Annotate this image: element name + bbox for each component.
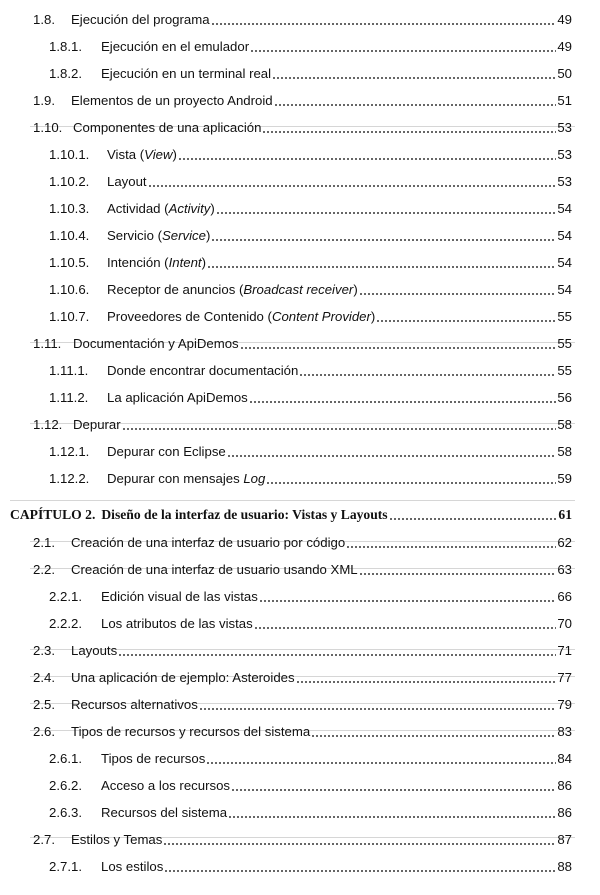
entry-title: Una aplicación de ejemplo: Asteroides bbox=[71, 670, 295, 685]
dot-leader bbox=[164, 870, 556, 872]
dot-leader bbox=[259, 600, 556, 602]
page-number: 55 bbox=[557, 309, 572, 324]
entry-number: 2.7.1. bbox=[49, 859, 82, 874]
toc-entry[interactable] bbox=[49, 853, 572, 875]
entry-number: CAPÍTULO 2. bbox=[10, 507, 96, 522]
toc-entry[interactable] bbox=[33, 664, 572, 686]
toc-entry[interactable] bbox=[33, 826, 572, 848]
page-number: 70 bbox=[557, 616, 572, 631]
entry-title: Ejecución del programa bbox=[71, 12, 210, 27]
toc-entry[interactable] bbox=[49, 772, 572, 794]
entry-number: 1.10.7. bbox=[49, 309, 90, 324]
dot-leader bbox=[254, 627, 557, 629]
page-number: 53 bbox=[557, 120, 572, 135]
entry-title: Componentes de una aplicación bbox=[73, 120, 262, 135]
toc-entry[interactable] bbox=[33, 411, 572, 433]
entry-title: Depurar con Eclipse bbox=[107, 444, 226, 459]
dot-leader bbox=[266, 482, 556, 484]
entry-title: La aplicación ApiDemos bbox=[107, 390, 248, 405]
dot-leader bbox=[227, 455, 557, 457]
page-number: 88 bbox=[557, 859, 572, 874]
entry-number: 1.10.5. bbox=[49, 255, 90, 270]
dot-leader bbox=[250, 50, 556, 52]
toc-entry[interactable] bbox=[49, 168, 572, 190]
toc-entry[interactable] bbox=[33, 718, 572, 740]
dot-leader bbox=[262, 131, 556, 133]
entry-title: Ejecución en el emulador bbox=[101, 39, 250, 54]
toc-entry[interactable] bbox=[49, 799, 572, 821]
page-number: 86 bbox=[557, 778, 572, 793]
toc-entry[interactable] bbox=[49, 222, 572, 244]
entry-number: 1.12.1. bbox=[49, 444, 90, 459]
toc-chapter-entry[interactable] bbox=[10, 501, 572, 523]
toc-entry[interactable] bbox=[49, 60, 572, 82]
page-number: 62 bbox=[557, 535, 572, 550]
toc-entry[interactable] bbox=[33, 114, 572, 136]
page-number: 59 bbox=[557, 471, 572, 486]
page-number: 66 bbox=[557, 589, 572, 604]
dot-leader bbox=[228, 816, 556, 818]
dot-leader bbox=[299, 374, 556, 376]
page-number: 71 bbox=[557, 643, 572, 658]
entry-title: Intención (Intent) bbox=[107, 255, 206, 270]
page-number: 54 bbox=[557, 282, 572, 297]
toc-entry[interactable] bbox=[49, 357, 572, 379]
entry-title: Creación de una interfaz de usuario por código bbox=[71, 535, 346, 550]
dot-leader bbox=[389, 518, 558, 520]
page-number: 54 bbox=[557, 255, 572, 270]
toc-entry[interactable] bbox=[33, 691, 572, 713]
toc-entry[interactable] bbox=[49, 195, 572, 217]
toc-entry[interactable] bbox=[33, 6, 572, 28]
page-number: 53 bbox=[557, 147, 572, 162]
entry-number: 1.8.1. bbox=[49, 39, 82, 54]
dot-leader bbox=[272, 77, 556, 79]
page-number: 58 bbox=[557, 444, 572, 459]
entry-number: 2.4. bbox=[33, 670, 55, 685]
toc-entry[interactable] bbox=[49, 610, 572, 632]
page-number: 84 bbox=[557, 751, 572, 766]
entry-number: 1.8.2. bbox=[49, 66, 82, 81]
entry-title: Actividad (Activity) bbox=[107, 201, 215, 216]
dot-leader bbox=[199, 708, 557, 710]
entry-number: 1.11. bbox=[33, 336, 62, 351]
entry-title: Estilos y Temas bbox=[71, 832, 163, 847]
entry-title: Creación de una interfaz de usuario usando XML bbox=[71, 562, 358, 577]
entry-number: 2.2.1. bbox=[49, 589, 82, 604]
dot-leader bbox=[206, 762, 556, 764]
dot-leader bbox=[231, 789, 556, 791]
page-number: 51 bbox=[557, 93, 572, 108]
entry-title: Recursos alternativos bbox=[71, 697, 198, 712]
toc-entry[interactable] bbox=[49, 249, 572, 271]
page-number: 54 bbox=[557, 201, 572, 216]
page-number: 77 bbox=[557, 670, 572, 685]
entry-number: 2.2.2. bbox=[49, 616, 82, 631]
entry-number: 1.10.6. bbox=[49, 282, 90, 297]
entry-number: 1.10. bbox=[33, 120, 63, 135]
entry-title: Depurar con mensajes Log bbox=[107, 471, 266, 486]
page-number: 54 bbox=[557, 228, 572, 243]
dot-leader bbox=[274, 104, 557, 106]
page-number: 61 bbox=[558, 507, 572, 522]
entry-title: Depurar bbox=[73, 417, 121, 432]
entry-title: Diseño de la interfaz de usuario: Vistas y Layouts bbox=[101, 507, 388, 522]
entry-title: Tipos de recursos bbox=[101, 751, 206, 766]
page-number: 63 bbox=[557, 562, 572, 577]
dot-leader bbox=[211, 239, 556, 241]
entry-number: 2.6.3. bbox=[49, 805, 82, 820]
entry-number: 2.5. bbox=[33, 697, 55, 712]
entry-title: Proveedores de Contenido (Content Provider) bbox=[107, 309, 376, 324]
page-number: 79 bbox=[557, 697, 572, 712]
page-number: 49 bbox=[557, 12, 572, 27]
toc-entry[interactable] bbox=[33, 637, 572, 659]
entry-number: 1.12. bbox=[33, 417, 63, 432]
entry-title: Acceso a los recursos bbox=[101, 778, 230, 793]
page-number: 87 bbox=[557, 832, 572, 847]
entry-title: Donde encontrar documentación bbox=[107, 363, 299, 378]
entry-title: Edición visual de las vistas bbox=[101, 589, 258, 604]
entry-number: 1.12.2. bbox=[49, 471, 90, 486]
dot-leader bbox=[178, 158, 556, 160]
dot-leader bbox=[216, 212, 557, 214]
entry-number: 1.10.2. bbox=[49, 174, 90, 189]
toc-entry[interactable] bbox=[49, 384, 572, 406]
dot-leader bbox=[148, 185, 557, 187]
dot-leader bbox=[240, 347, 557, 349]
dot-leader bbox=[207, 266, 556, 268]
toc-entry[interactable] bbox=[33, 529, 572, 551]
entry-title: Tipos de recursos y recursos del sistema bbox=[71, 724, 311, 739]
page-number: 83 bbox=[557, 724, 572, 739]
entry-number: 2.3. bbox=[33, 643, 55, 658]
dot-leader bbox=[359, 293, 557, 295]
entry-number: 2.6.1. bbox=[49, 751, 82, 766]
toc-entry[interactable] bbox=[33, 330, 572, 352]
page-number: 55 bbox=[557, 336, 572, 351]
page-number: 55 bbox=[557, 363, 572, 378]
entry-number: 1.10.3. bbox=[49, 201, 90, 216]
dot-leader bbox=[311, 735, 556, 737]
entry-title: Receptor de anuncios (Broadcast receiver) bbox=[107, 282, 358, 297]
toc-entry[interactable] bbox=[49, 303, 572, 325]
dot-leader bbox=[211, 23, 557, 25]
entry-number: 2.6. bbox=[33, 724, 55, 739]
entry-title: Servicio (Service) bbox=[107, 228, 211, 243]
entry-title: Layouts bbox=[71, 643, 118, 658]
entry-title: Layout bbox=[107, 174, 147, 189]
toc-entry[interactable] bbox=[49, 438, 572, 460]
toc-entry[interactable] bbox=[49, 583, 572, 605]
page-number: 49 bbox=[557, 39, 572, 54]
entry-title: Los atributos de las vistas bbox=[101, 616, 253, 631]
entry-title: Elementos de un proyecto Android bbox=[71, 93, 273, 108]
toc-entry[interactable] bbox=[33, 556, 572, 578]
entry-number: 1.11.1. bbox=[49, 363, 89, 378]
entry-number: 1.10.1. bbox=[49, 147, 90, 162]
entry-number: 2.7. bbox=[33, 832, 55, 847]
entry-number: 2.1. bbox=[33, 535, 55, 550]
toc-entry[interactable] bbox=[49, 33, 572, 55]
dot-leader bbox=[346, 546, 556, 548]
toc-entry[interactable] bbox=[49, 745, 572, 767]
page-number: 56 bbox=[557, 390, 572, 405]
dot-leader bbox=[118, 654, 556, 656]
dot-leader bbox=[249, 401, 557, 403]
entry-number: 1.11.2. bbox=[49, 390, 89, 405]
entry-number: 1.10.4. bbox=[49, 228, 90, 243]
entry-number: 2.6.2. bbox=[49, 778, 82, 793]
entry-number: 2.2. bbox=[33, 562, 55, 577]
entry-number: 1.8. bbox=[33, 12, 55, 27]
toc-entry[interactable] bbox=[49, 141, 572, 163]
dot-leader bbox=[163, 843, 556, 845]
entry-title: Vista (View) bbox=[107, 147, 177, 162]
dot-leader bbox=[376, 320, 556, 322]
page-number: 58 bbox=[557, 417, 572, 432]
dot-leader bbox=[122, 428, 557, 430]
page-number: 86 bbox=[557, 805, 572, 820]
page-number: 50 bbox=[557, 66, 572, 81]
dot-leader bbox=[296, 681, 557, 683]
toc-entry[interactable] bbox=[33, 87, 572, 109]
dot-leader bbox=[359, 573, 557, 575]
entry-title: Recursos del sistema bbox=[101, 805, 228, 820]
entry-title: Los estilos bbox=[101, 859, 164, 874]
entry-title: Ejecución en un terminal real bbox=[101, 66, 272, 81]
entry-number: 1.9. bbox=[33, 93, 55, 108]
entry-title: Documentación y ApiDemos bbox=[73, 336, 239, 351]
toc-entry[interactable] bbox=[49, 465, 572, 487]
page-number: 53 bbox=[557, 174, 572, 189]
toc-entry[interactable] bbox=[49, 276, 572, 298]
